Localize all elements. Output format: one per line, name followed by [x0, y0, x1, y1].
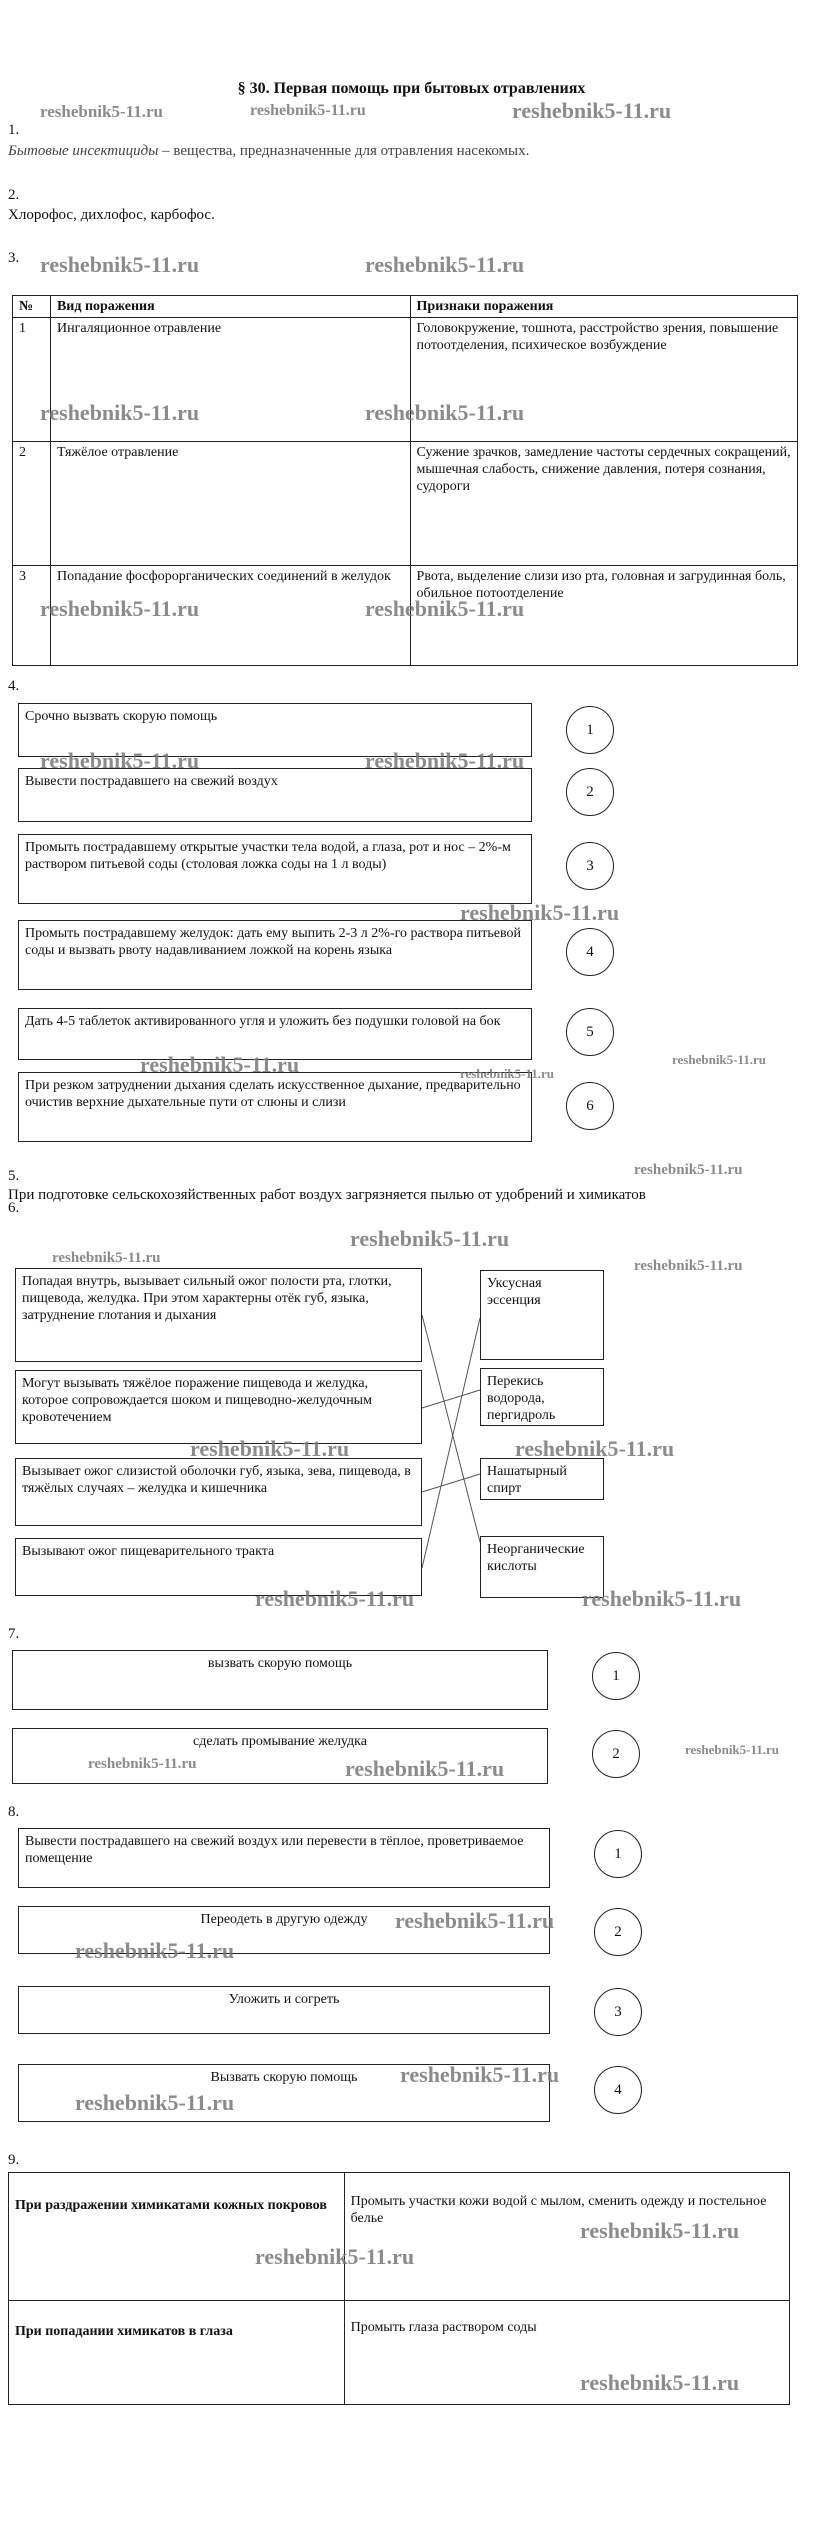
- watermark: reshebnik5-11.ru: [40, 252, 200, 277]
- watermark: reshebnik5-11.ru: [88, 1756, 197, 1772]
- q3-row-type: Ингаляционное отравление: [50, 318, 410, 442]
- q8-number: 8.: [8, 1804, 20, 1820]
- q9-situation: При раздражении химикатами кожных покровов: [9, 2173, 345, 2301]
- q6-number: 6.: [8, 1200, 20, 1216]
- q3-row-num: 1: [13, 318, 51, 442]
- q8-step-number: 3: [594, 1988, 642, 2036]
- watermark: reshebnik5-11.ru: [40, 400, 200, 425]
- q1-text: – вещества, предназначенные для отравления насекомых.: [158, 143, 530, 159]
- q4-step-number: 1: [566, 706, 614, 754]
- q3-row-signs: Рвота, выделение слизи изо рта, головная и загрудинная боль, обильное потоотделение: [410, 566, 797, 666]
- q4-step-box: Промыть пострадавшему открытые участки тела водой, а глаза, рот и нос – 2%-м раствором питьевой соды (столовая ложка соды на 1 л воды): [18, 834, 532, 904]
- watermark: reshebnik5-11.ru: [40, 596, 200, 621]
- q8-step-number: 4: [594, 2066, 642, 2114]
- watermark: reshebnik5-11.ru: [512, 98, 672, 123]
- watermark: reshebnik5-11.ru: [395, 1908, 555, 1933]
- q4-step-number: 5: [566, 1008, 614, 1056]
- q8-step-box: Вывести пострадавшего на свежий воздух или перевести в тёплое, проветриваемое помещение: [18, 1828, 550, 1888]
- watermark: reshebnik5-11.ru: [350, 1226, 510, 1251]
- watermark: reshebnik5-11.ru: [460, 1066, 555, 1081]
- q9-situation: При попадании химикатов в глаза: [9, 2301, 345, 2405]
- q3-header-signs: Признаки поражения: [410, 296, 797, 318]
- q6-substance-box: Уксусная эссенция: [480, 1270, 604, 1360]
- watermark: reshebnik5-11.ru: [40, 748, 200, 773]
- q8-step-number: 2: [594, 1908, 642, 1956]
- watermark: reshebnik5-11.ru: [365, 400, 525, 425]
- page-title: § 30. Первая помощь при бытовых отравлениях: [237, 80, 586, 97]
- watermark: reshebnik5-11.ru: [672, 1052, 767, 1067]
- watermark: reshebnik5-11.ru: [345, 1756, 505, 1781]
- q3-row-type: Попадание фосфорорганических соединений в желудок: [50, 566, 410, 666]
- q4-step-box: Дать 4-5 таблеток активированного угля и уложить без подушки головой на бок: [18, 1008, 532, 1060]
- q6-description-box: Попадая внутрь, вызывает сильный ожог полости рта, глотки, пищевода, желудка. При этом характерны отёк губ, языка, затруднение глотания и дыхания: [15, 1268, 422, 1362]
- watermark: reshebnik5-11.ru: [40, 102, 163, 121]
- q2-answer: Хлорофос, дихлофос, карбофос.: [8, 207, 215, 223]
- q3-row-signs: Сужение зрачков, замедление частоты сердечных сокращений, мышечная слабость, снижение давления, потеря сознания, судороги: [410, 442, 797, 566]
- watermark: reshebnik5-11.ru: [582, 1586, 742, 1611]
- q3-row-num: 2: [13, 442, 51, 566]
- q4-step-box: Вывести пострадавшего на свежий воздух: [18, 768, 532, 822]
- watermark: reshebnik5-11.ru: [580, 2370, 740, 2395]
- watermark: reshebnik5-11.ru: [255, 2244, 415, 2269]
- watermark: reshebnik5-11.ru: [250, 102, 366, 119]
- q3-row-num: 3: [13, 566, 51, 666]
- q4-step-box: Промыть пострадавшему желудок: дать ему выпить 2-3 л 2%-го раствора питьевой соды и вызвать рвоту надавливанием ложкой на корень языка: [18, 920, 532, 990]
- watermark: reshebnik5-11.ru: [634, 1258, 743, 1274]
- q2-number: 2.: [8, 187, 20, 203]
- q4-step-number: 6: [566, 1082, 614, 1130]
- q5-answer: При подготовке сельскохозяйственных работ воздух загрязняется пылью от удобрений и химикатов: [8, 1187, 646, 1203]
- watermark: reshebnik5-11.ru: [75, 1938, 235, 1963]
- q3-row-type: Тяжёлое отравление: [50, 442, 410, 566]
- q4-number: 4.: [8, 678, 20, 694]
- q7-step-box: вызвать скорую помощь: [12, 1650, 548, 1710]
- watermark: reshebnik5-11.ru: [255, 1586, 415, 1611]
- q7-step-number: 2: [592, 1730, 640, 1778]
- q8-step-number: 1: [594, 1830, 642, 1878]
- q9-action: Промыть глаза раствором соды: [344, 2301, 789, 2405]
- watermark: reshebnik5-11.ru: [580, 2218, 740, 2243]
- watermark: reshebnik5-11.ru: [460, 900, 620, 925]
- q7-number: 7.: [8, 1626, 20, 1642]
- q3-row-signs: Головокружение, тошнота, расстройство зрения, повышение потоотделения, психическое возбуждение: [410, 318, 797, 442]
- watermark: reshebnik5-11.ru: [515, 1436, 675, 1461]
- q4-step-number: 2: [566, 768, 614, 816]
- q6-description-box: Вызывают ожог пищеварительного тракта: [15, 1538, 422, 1596]
- q9-number: 9.: [8, 2152, 20, 2168]
- q3-number: 3.: [8, 250, 20, 266]
- q3-header-type: Вид поражения: [50, 296, 410, 318]
- q3-header-num: №: [13, 296, 51, 318]
- watermark: reshebnik5-11.ru: [685, 1742, 780, 1757]
- q5-number: 5.: [8, 1168, 20, 1184]
- watermark: reshebnik5-11.ru: [140, 1052, 300, 1077]
- watermark: reshebnik5-11.ru: [75, 2090, 235, 2115]
- q8-step-box: Переодеть в другую одежду: [18, 1906, 550, 1954]
- watermark: reshebnik5-11.ru: [365, 748, 525, 773]
- q8-step-box: Уложить и согреть: [18, 1986, 550, 2034]
- q7-step-box: сделать промывание желудка: [12, 1728, 548, 1784]
- q4-step-number: 3: [566, 842, 614, 890]
- watermark: reshebnik5-11.ru: [52, 1250, 161, 1266]
- q1-number: 1.: [8, 122, 20, 138]
- watermark: reshebnik5-11.ru: [634, 1162, 743, 1178]
- q6-substance-box: Неорганические кислоты: [480, 1536, 604, 1598]
- q6-description-box: Вызывает ожог слизистой оболочки губ, языка, зева, пищевода, в тяжёлых случаях – желудка и кишечника: [15, 1458, 422, 1526]
- watermark: reshebnik5-11.ru: [190, 1436, 350, 1461]
- q4-step-box: Срочно вызвать скорую помощь: [18, 703, 532, 757]
- watermark: reshebnik5-11.ru: [365, 252, 525, 277]
- q9-action: Промыть участки кожи водой с мылом, сменить одежду и постельное белье: [344, 2173, 789, 2301]
- q6-substance-box: Нашатырный спирт: [480, 1458, 604, 1500]
- q6-substance-box: Перекись водорода, пергидроль: [480, 1368, 604, 1426]
- q1-term: Бытовые инсектициды: [8, 143, 159, 159]
- q8-step-box: Вызвать скорую помощь: [18, 2064, 550, 2122]
- q7-step-number: 1: [592, 1652, 640, 1700]
- q4-step-number: 4: [566, 928, 614, 976]
- watermark: reshebnik5-11.ru: [365, 596, 525, 621]
- watermark: reshebnik5-11.ru: [400, 2062, 560, 2087]
- q6-description-box: Могут вызывать тяжёлое поражение пищевода и желудка, которое сопровождается шоком и пищеводно-желудочным кровотечением: [15, 1370, 422, 1444]
- q4-step-box: При резком затруднении дыхания сделать искусственное дыхание, предварительно очистив верхние дыхательные пути от слюны и слизи: [18, 1072, 532, 1142]
